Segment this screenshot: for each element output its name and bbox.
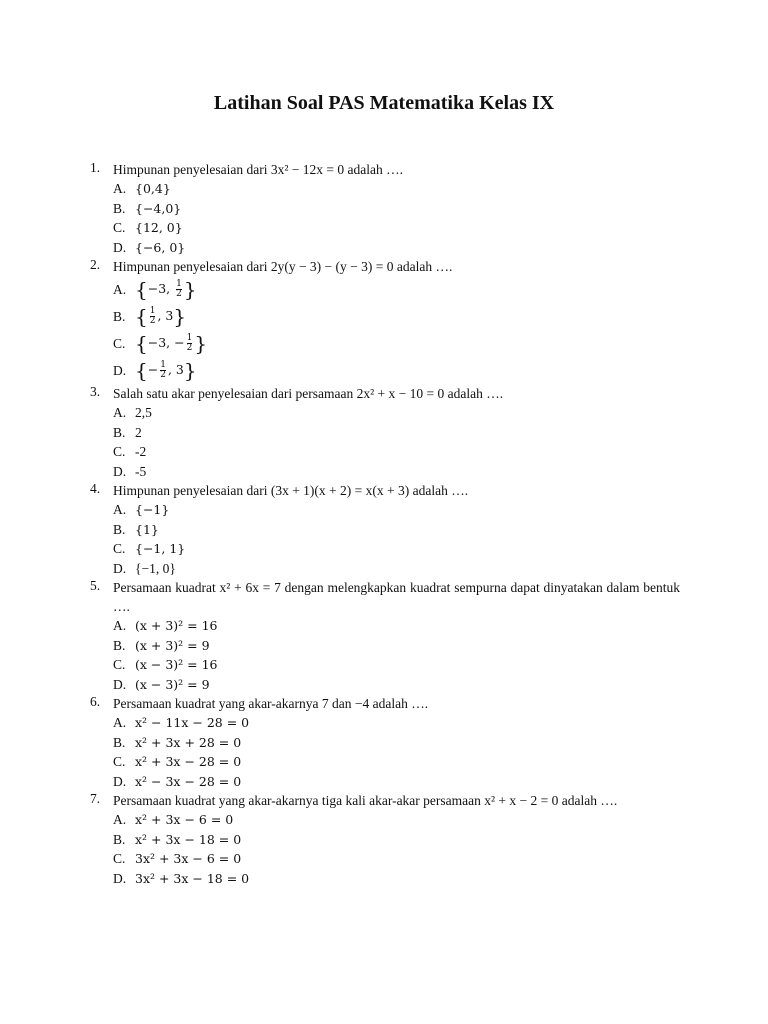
- question-number: 1.: [90, 160, 101, 175]
- option-letter: C.: [113, 851, 126, 866]
- option-letter: D.: [113, 239, 127, 255]
- option-letter: C.: [113, 541, 126, 556]
- option-letter: D.: [113, 463, 127, 479]
- left-brace: {: [135, 331, 148, 356]
- option-text: {−4,0}: [135, 200, 182, 216]
- question-2: [90, 257, 680, 384]
- option-b: [113, 733, 680, 753]
- option-text: , 3: [167, 362, 184, 378]
- option-text: x² − 3x − 28 = 0: [135, 773, 242, 789]
- option-letter: A.: [113, 181, 127, 196]
- option-letter: B.: [113, 308, 126, 324]
- question-number: 3.: [90, 384, 101, 399]
- option-list: [113, 616, 680, 694]
- option-c: [113, 752, 680, 772]
- question-number: 6.: [90, 694, 101, 709]
- fraction-numerator: 1: [149, 306, 156, 317]
- option-text: 3x² + 3x − 18 = 0: [135, 870, 250, 886]
- question-number: 5.: [90, 578, 101, 593]
- option-text: −3,: [147, 281, 175, 297]
- option-d: [113, 238, 680, 258]
- option-letter: A.: [113, 812, 127, 827]
- question-3: [90, 384, 680, 481]
- option-text: -5: [135, 463, 147, 479]
- option-list: [113, 179, 680, 257]
- option-c: [113, 539, 680, 559]
- question-1: [90, 160, 680, 257]
- option-letter: D.: [113, 870, 127, 886]
- fraction-denominator: 2: [149, 316, 156, 327]
- fraction: [160, 361, 166, 380]
- option-a: [113, 713, 680, 733]
- option-c: [113, 849, 680, 869]
- option-letter: B.: [113, 200, 126, 216]
- option-text: (x − 3)² = 9: [135, 676, 210, 692]
- option-letter: A.: [113, 281, 127, 297]
- option-text: x² − 11x − 28 = 0: [135, 715, 250, 730]
- option-text: {−1}: [135, 502, 170, 517]
- left-brace: {: [135, 304, 148, 329]
- option-letter: B.: [113, 831, 126, 847]
- option-b: [113, 303, 680, 330]
- fraction-numerator: 1: [186, 333, 193, 344]
- question-6: [90, 694, 680, 791]
- question-number: 4.: [90, 481, 101, 496]
- option-text: −3, −: [147, 335, 185, 351]
- right-brace: }: [173, 304, 187, 329]
- option-letter: D.: [113, 560, 127, 576]
- option-letter: D.: [113, 362, 127, 378]
- right-brace: }: [183, 277, 197, 302]
- option-c: [113, 330, 680, 357]
- left-brace: {: [135, 358, 148, 383]
- option-letter: B.: [113, 521, 126, 537]
- option-text: (x + 3)² = 9: [135, 637, 210, 653]
- option-text: {−1, 0}: [135, 560, 176, 576]
- question-text: Persamaan kuadrat yang akar-akarnya 7 dan −4 adalah ….: [113, 696, 429, 711]
- option-d: [113, 675, 680, 695]
- fraction-denominator: 2: [160, 370, 166, 381]
- option-text: {1}: [135, 521, 159, 537]
- option-a: [113, 403, 680, 423]
- option-letter: C.: [113, 335, 126, 351]
- option-d: [113, 772, 680, 792]
- left-brace: {: [135, 277, 148, 302]
- option-text: (x + 3)² = 16: [135, 618, 218, 633]
- question-7: [90, 791, 680, 888]
- option-list: [113, 403, 680, 481]
- question-text: Himpunan penyelesaian dari 3x² − 12x = 0 adalah ….: [113, 162, 403, 177]
- question-list: [90, 160, 680, 888]
- option-letter: C.: [113, 444, 126, 459]
- option-text: {12, 0}: [135, 220, 183, 235]
- option-letter: D.: [113, 676, 127, 692]
- option-text: x² + 3x − 6 = 0: [135, 812, 234, 827]
- option-text: 2,5: [135, 405, 152, 420]
- question-text: Salah satu akar penyelesaian dari persamaan 2x² + x − 10 = 0 adalah ….: [113, 386, 504, 401]
- option-text: 2: [135, 424, 142, 440]
- option-text: {0,4}: [135, 181, 171, 196]
- option-b: [113, 636, 680, 656]
- option-text: 3x² + 3x − 6 = 0: [135, 851, 242, 866]
- option-text: {−6, 0}: [135, 239, 186, 255]
- question-text: Persamaan kuadrat yang akar-akarnya tiga kali akar-akar persamaan x² + x − 2 = 0 adalah ….: [113, 793, 618, 808]
- fraction-numerator: 1: [176, 279, 182, 290]
- option-text: x² + 3x − 18 = 0: [135, 831, 242, 847]
- option-text: (x − 3)² = 16: [135, 657, 218, 672]
- question-text: Persamaan kuadrat x² + 6x = 7 dengan melengkapkan kuadrat sempurna dapat dinyatakan dalam bentuk ….: [113, 580, 680, 614]
- fraction-numerator: 1: [160, 360, 166, 371]
- option-text: x² + 3x − 28 = 0: [135, 754, 242, 769]
- right-brace: }: [194, 331, 208, 356]
- option-c: [113, 655, 680, 675]
- option-b: [113, 199, 680, 219]
- page-title: Latihan Soal PAS Matematika Kelas IX: [213, 92, 555, 114]
- option-b: [113, 423, 680, 443]
- option-a: [113, 810, 680, 830]
- option-d: [113, 462, 680, 482]
- option-text: x² + 3x + 28 = 0: [135, 734, 242, 750]
- option-letter: B.: [113, 734, 126, 750]
- fraction: [150, 307, 156, 326]
- option-letter: C.: [113, 754, 126, 769]
- option-a: [113, 179, 680, 199]
- option-text: -2: [135, 444, 147, 459]
- option-c: [113, 218, 680, 238]
- option-list: [113, 713, 680, 791]
- option-letter: A.: [113, 618, 127, 633]
- option-b: [113, 520, 680, 540]
- question-text: Himpunan penyelesaian dari 2y(y − 3) − (y − 3) = 0 adalah ….: [113, 259, 453, 274]
- option-b: [113, 830, 680, 850]
- fraction: [176, 280, 182, 299]
- question-5: [90, 578, 680, 694]
- option-a: [113, 616, 680, 636]
- option-d: [113, 357, 680, 384]
- option-list: [113, 810, 680, 888]
- option-letter: B.: [113, 424, 126, 440]
- option-d: [113, 869, 680, 889]
- option-letter: C.: [113, 657, 126, 672]
- fraction: [187, 334, 193, 353]
- option-letter: C.: [113, 220, 126, 235]
- option-list: [113, 500, 680, 578]
- option-d: [113, 559, 680, 579]
- option-a: [113, 276, 680, 303]
- option-a: [113, 500, 680, 520]
- option-letter: A.: [113, 405, 127, 420]
- question-number: 7.: [90, 791, 101, 806]
- option-list: [113, 276, 680, 384]
- option-c: [113, 442, 680, 462]
- right-brace: }: [183, 358, 197, 383]
- option-text: , 3: [157, 308, 174, 324]
- question-text: Himpunan penyelesaian dari (3x + 1)(x + 2) = x(x + 3) adalah ….: [113, 483, 469, 498]
- question-number: 2.: [90, 257, 101, 272]
- option-letter: D.: [113, 773, 127, 789]
- option-text: −: [147, 362, 159, 378]
- option-letter: B.: [113, 637, 126, 653]
- question-4: [90, 481, 680, 578]
- option-letter: A.: [113, 715, 127, 730]
- option-text: {−1, 1}: [135, 541, 186, 556]
- fraction-denominator: 2: [186, 343, 193, 354]
- option-letter: A.: [113, 502, 127, 517]
- fraction-denominator: 2: [176, 289, 182, 300]
